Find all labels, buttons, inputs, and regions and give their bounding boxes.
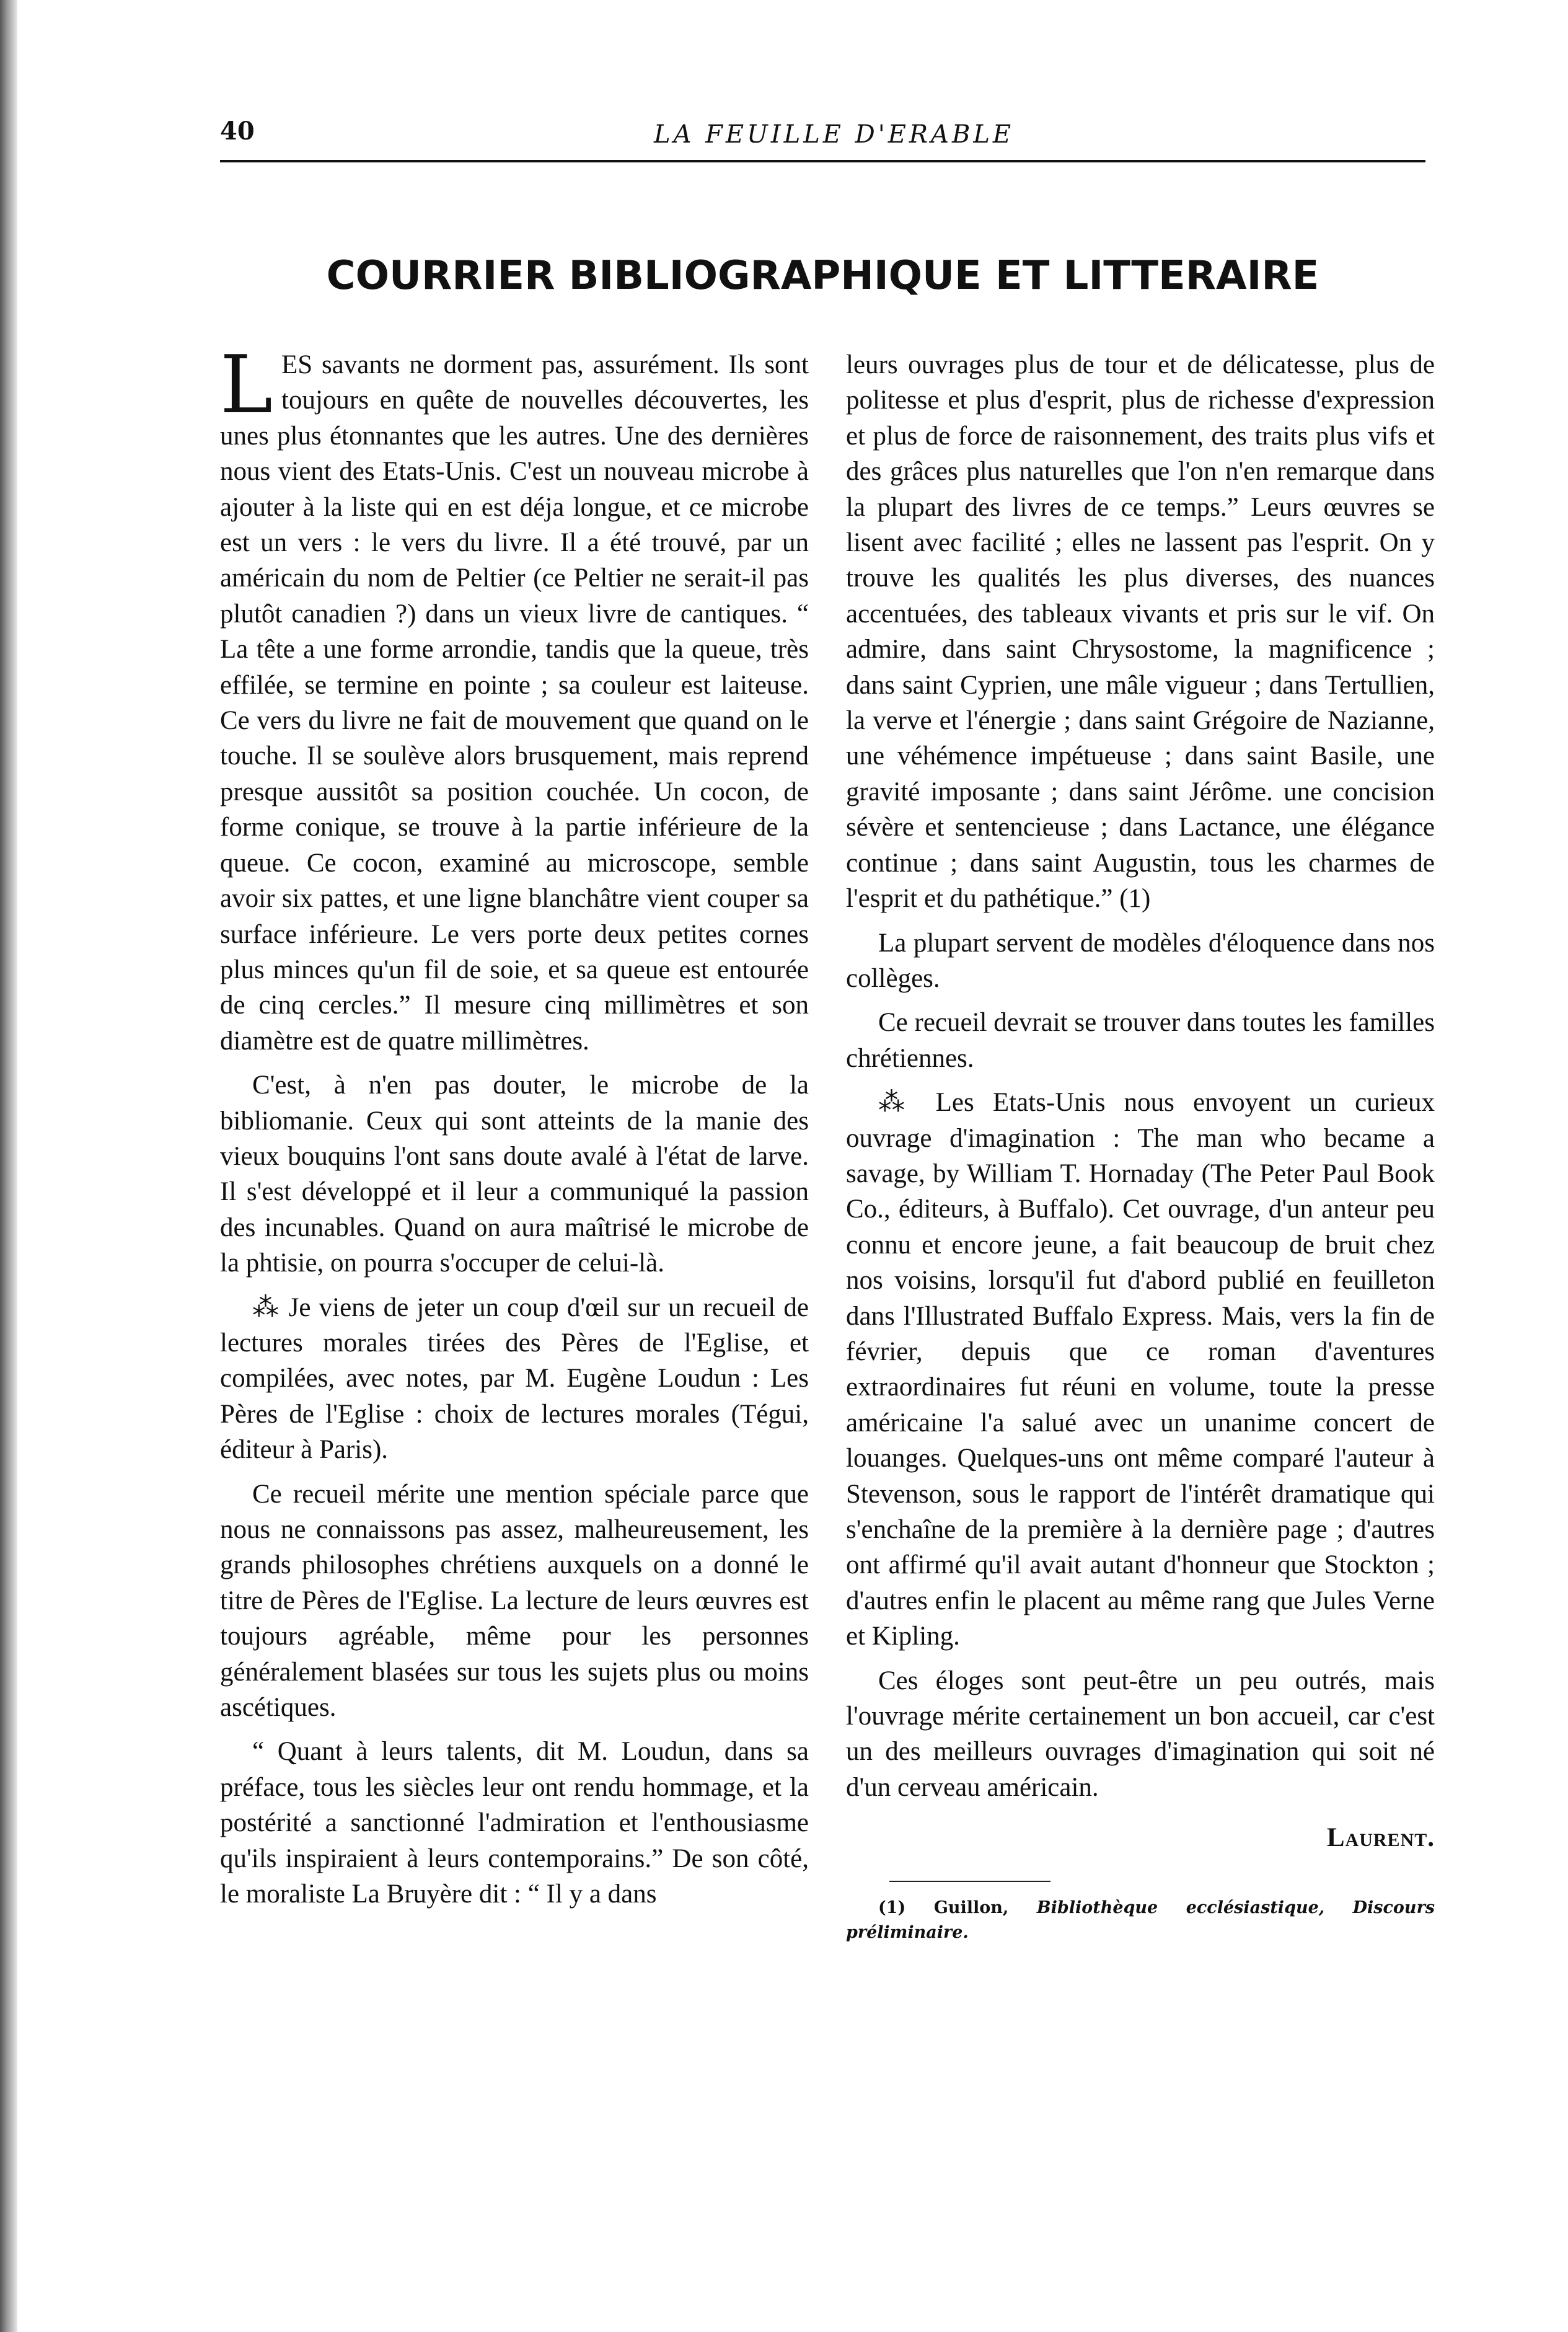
paragraph-10: Ces éloges sont peut-être un peu outrés, mais l'ouvrage mérite certainement un bon accueil, car c'est un des meilleurs ouvrages d'imagination qui soit né d'un cerveau américain. (846, 1666, 1435, 1802)
paragraph-1-text: ES savants ne dorment pas, assurément. Ils sont toujours en quête de nouvelles découvertes, les unes plus étonnantes que les autres. Une des dernières nous vient des Etats-Unis. C'est un nouveau microbe à ajouter à la liste qui en est déja longue, et ce microbe est un vers : le vers du livre. Il a été trouvé, par un américain du nom de Peltier (ce Peltier ne serait-il pas plutôt canadien ?) dans un vieux livre de cantiques. “ La tête a une forme arrondie, tandis que la queue, très effilée, se termine en pointe ; sa couleur est laiteuse. Ce vers du livre ne fait de mouvement que quand on le touche. Il se soulève alors brusquement, mais reprend presque aussitôt sa position couchée. Un cocon, de forme conique, se trouve à la partie inférieure de la queue. Ce cocon, examiné au microscope, semble avoir six pattes, et une ligne blanchâtre vient couper sa surface inférieure. Le vers porte deux petites cornes plus minces qu'un fil de soie, et sa queue est entourée de cinq cercles.” Il mesure cinq millimètres et son diamètre est de quatre millimètres. (220, 350, 809, 1056)
footnote-title: Bibliothèque ecclésiastique, Discours préliminaire. (846, 1897, 1435, 1942)
paragraph-5: “ Quant à leurs talents, dit M. Loudun, dans sa préface, tous les siècles leur ont rendu hommage, et la postérité a sanctionné l'admiration et l'enthousiasme qu'ils inspiraient à leurs contemporains.” De son côté, le moraliste La Bruyère dit : “ Il y a dans (220, 1737, 809, 1909)
paragraph-3: ⁂ Je viens de jeter un coup d'œil sur un recueil de lectures morales tirées des Pères de l'Eglise, et compilées, avec notes, par M. Eugène Loudun : Les Pères de l'Eglise : choix de lectures morales (Tégui, éditeur à Paris). (220, 1292, 809, 1465)
running-title: LA FEUILLE D'ERABLE (654, 120, 1015, 149)
author-signature: Laurent. (1326, 1823, 1435, 1853)
paragraph-8: Ce recueil devrait se trouver dans toutes les familles chrétiennes. (846, 1008, 1435, 1073)
paragraph-6: leurs ouvrages plus de tour et de délicatesse, plus de politesse et plus d'esprit, plus de richesse d'expression et plus de force de raisonnement, des traits plus vifs et des grâces plus naturelles que l'on n'en remarque dans la plupart des livres de ce temps.” Leurs œuvres se lisent avec facilité ; elles ne lassent pas l'esprit. On y trouve les qualités les plus diverses, des nuances accentuées, des tableaux vivants et pris sur le vif. On admire, dans saint Chrysostome, la magnificence ; dans saint Cyprien, une mâle vigueur ; dans Tertullien, la verve et l'énergie ; dans saint Grégoire de Nazianne, une véhémence impétueuse ; dans saint Basile, une gravité imposante ; dans saint Jérôme. une concision sévère et sentencieuse ; dans Lactance, une élégance continue ; dans saint Augustin, tous les charmes de l'esprit et du pathétique.” (1) (846, 350, 1435, 914)
footnote (846, 1896, 1435, 1945)
drop-cap: L (220, 339, 273, 431)
page-number: 40 (220, 117, 255, 146)
footnote-divider (889, 1881, 1050, 1882)
left-column (220, 339, 809, 1920)
page-header (220, 117, 1425, 162)
right-column (846, 347, 1435, 1945)
footnote-author: Guillon, (933, 1897, 1009, 1917)
scan-edge (0, 0, 17, 2332)
paragraph-1 (220, 339, 809, 1059)
article-title: COURRIER BIBLIOGRAPHIQUE ET LITTERAIRE (326, 253, 1319, 299)
paragraph-9: ⁂ Les Etats-Unis nous envoyent un curieux ouvrage d'imagination : The man who became a savage, by William T. Hornaday (The Peter Paul Book Co., éditeurs, à Buffalo). Cet ouvrage, d'un anteur peu connu et encore jeune, a fait beaucoup de bruit chez nos voisins, lorsqu'il fut d'abord publié en feuilleton dans l'Illustrated Buffalo Express. Mais, vers la fin de février, depuis que ce roman d'aventures extraordinaires fut réuni en volume, toute la presse américaine l'a salué avec un unanime concert de louanges. Quelques-uns ont même comparé l'auteur à Stevenson, sous le rapport de l'intérêt dramatique qui s'enchaîne de la première à la dernière page ; d'autres ont affirmé qu'il avait autant d'honneur que Stockton ; d'autres enfin le placent au même rang que Jules Verne et Kipling. (846, 1088, 1435, 1651)
footnote-mark: (1) (878, 1897, 906, 1917)
paragraph-2: C'est, à n'en pas douter, le microbe de la bibliomanie. Ceux qui sont atteints de la manie des vieux bouquins l'ont sans doute avalé à l'état de larve. Il s'est développé et il leur a communiqué la passion des incunables. Quand on aura maîtrisé le microbe de la phtisie, on pourra s'occuper de celui-là. (220, 1071, 809, 1278)
paragraph-4: Ce recueil mérite une mention spéciale parce que nous ne connaissons pas assez, malheureusement, les grands philosophes chrétiens auxquels on a donné le titre de Pères de l'Eglise. La lecture de leurs œuvres est toujours agréable, même pour les personnes généralement blasées sur tous les sujets plus ou moins ascétiques. (220, 1479, 809, 1723)
paragraph-7: La plupart servent de modèles d'éloquence dans nos collèges. (846, 928, 1435, 993)
